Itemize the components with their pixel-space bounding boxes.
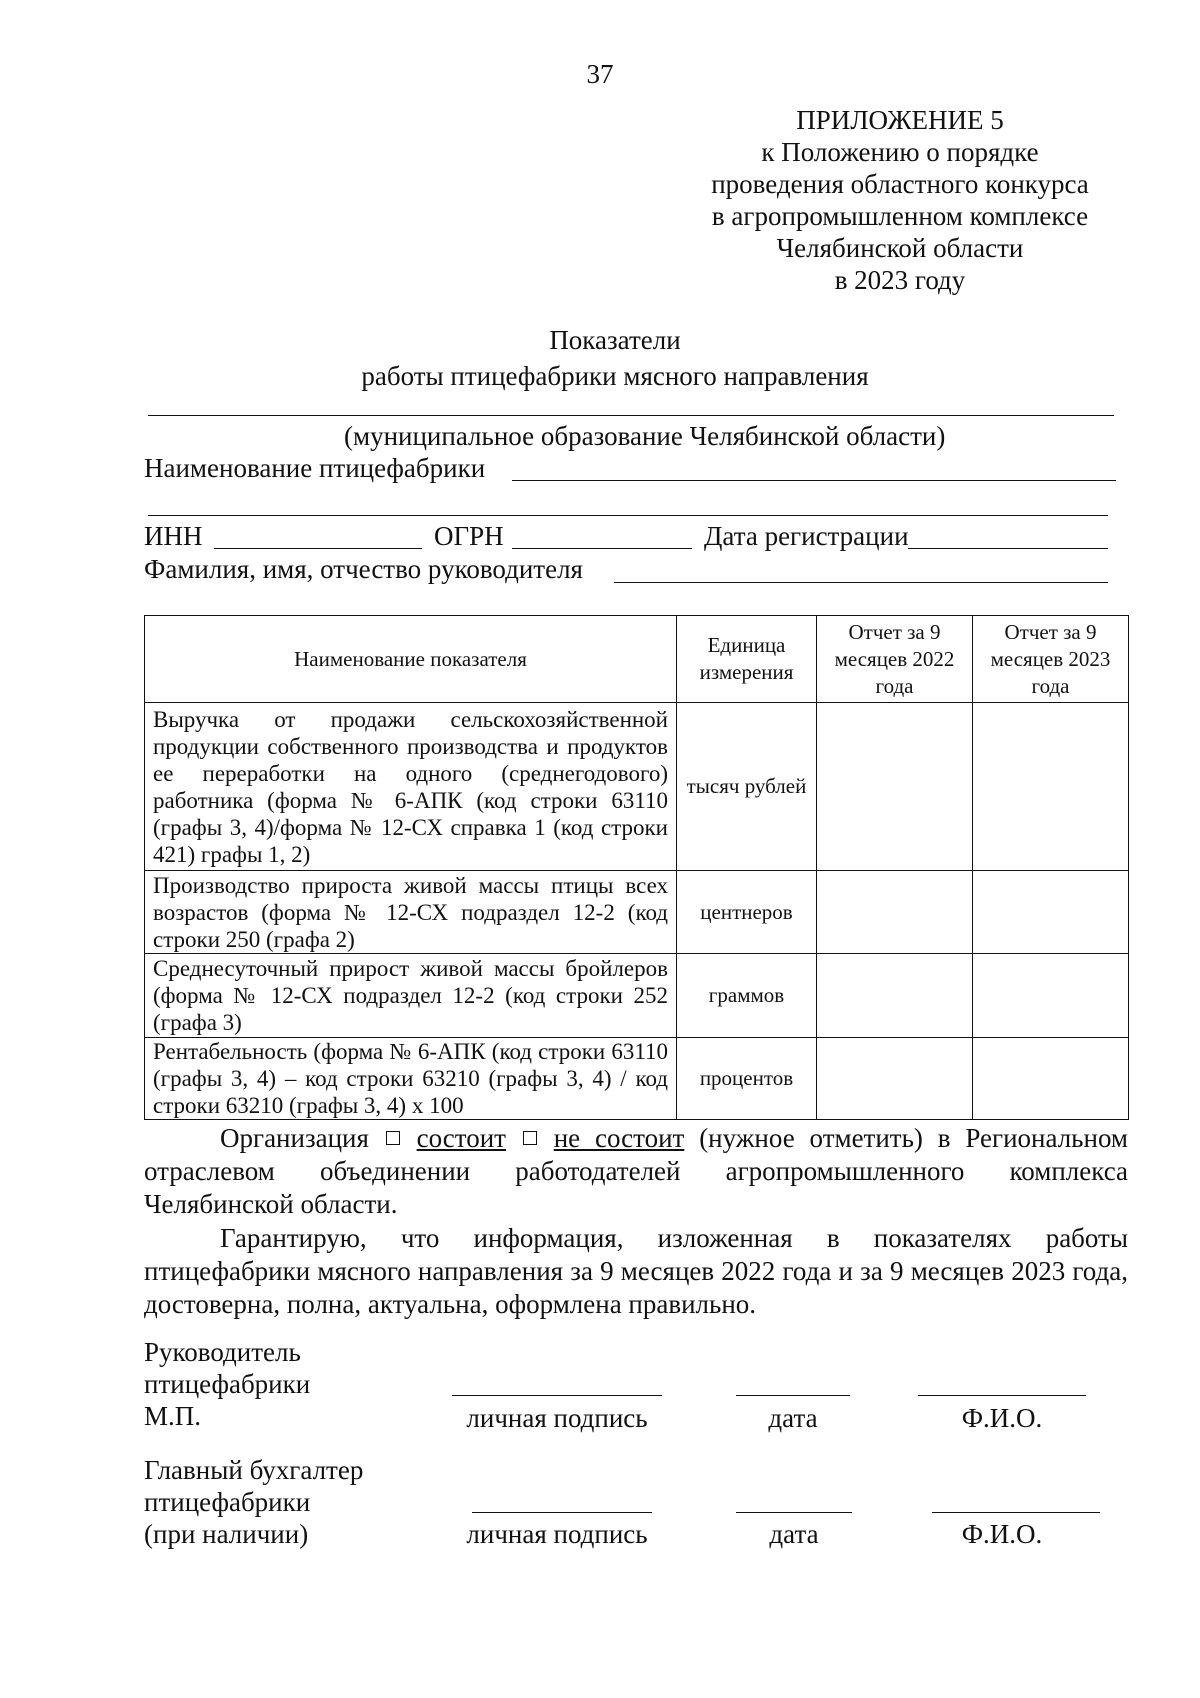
checkbox-not-member[interactable] xyxy=(523,1131,537,1145)
indicator-name-cell: Производство прироста живой массы птицы всех возрастов (форма № 12-СХ подраздел 12-2 (код строки 250 (графа 2) xyxy=(145,871,677,954)
header-report-2023: Отчет за 9 месяцев 2023 года xyxy=(973,616,1129,703)
document-title xyxy=(300,322,930,394)
head-fio-caption: Ф.И.О. xyxy=(961,1403,1043,1433)
unit-cell: граммов xyxy=(677,954,817,1038)
head-date-line[interactable] xyxy=(736,1395,850,1396)
annex-line: Челябинской области xyxy=(776,233,1024,263)
head-title-line-1: Руководитель xyxy=(144,1337,301,1367)
value-2023-cell[interactable] xyxy=(973,1038,1129,1120)
head-signature-block xyxy=(144,1336,310,1432)
value-2022-cell[interactable] xyxy=(817,954,973,1038)
registration-date-fill-line[interactable] xyxy=(908,548,1108,549)
option-member-label: состоит xyxy=(416,1123,506,1153)
inn-fill-line[interactable] xyxy=(214,548,422,549)
guarantee-paragraph: Гарантирую, что информация, изложенная в показателях работы птицефабрики мясного направления за 9 месяцев 2022 года и за 9 месяцев 2023 года, достоверна, полна, актуальна, оформлена правильно. xyxy=(144,1223,1128,1319)
head-date-caption: дата xyxy=(768,1403,818,1433)
accountant-title-line-2: птицефабрики xyxy=(144,1487,311,1517)
annex-line: в агропромышленном комплексе xyxy=(711,201,1089,231)
municipality-caption: (муниципальное образование Челябинской области) xyxy=(344,421,946,451)
annex-header xyxy=(680,104,1120,296)
indicators-table xyxy=(144,615,1129,1120)
indicator-name-cell: Рентабельность (форма № 6-АПК (код строки 63110 (графы 3, 4) – код строки 63210 (графы 3, 4) / код строки 63210 (графы 3, 4) х 100 xyxy=(145,1038,677,1120)
annex-line: проведения областного конкурса xyxy=(711,169,1089,199)
factory-name-fill-line[interactable] xyxy=(512,480,1116,481)
inn-label: ИНН xyxy=(144,521,203,551)
head-signature-line[interactable] xyxy=(452,1395,662,1396)
head-title-line-2: птицефабрики xyxy=(144,1369,311,1399)
annex-title: ПРИЛОЖЕНИЕ 5 xyxy=(796,105,1004,135)
accountant-signature-line[interactable] xyxy=(472,1512,652,1513)
value-2022-cell[interactable] xyxy=(817,871,973,954)
annex-line: в 2023 году xyxy=(834,265,966,295)
head-name-label: Фамилия, имя, отчество руководителя xyxy=(144,554,583,584)
accountant-date-caption: дата xyxy=(769,1519,819,1549)
option-not-member-label: не состоит xyxy=(553,1123,685,1153)
ogrn-fill-line[interactable] xyxy=(512,548,692,549)
value-2023-cell[interactable] xyxy=(973,954,1129,1038)
indicator-name-cell: Среднесуточный прирост живой массы бройлеров (форма № 12-СХ подраздел 12-2 (код строки 252 (графа 3) xyxy=(145,954,677,1038)
accountant-note: (при наличии) xyxy=(144,1519,309,1549)
indicator-name-cell: Выручка от продажи сельскохозяйственной продукции собственного производства и продуктов ее переработки на одного (среднегодового) работника (форма № 6-АПК (код строки 63110 (графы 3, 4)/форма № 12-СХ справка 1 (код строки 421) графы 1, 2) xyxy=(145,703,677,871)
page-number: 37 xyxy=(586,59,614,89)
title-line-1: Показатели xyxy=(549,325,681,355)
table-row xyxy=(145,1038,1129,1120)
value-2023-cell[interactable] xyxy=(973,871,1129,954)
head-signature-caption: личная подпись xyxy=(466,1403,648,1433)
factory-name-fill-line-2[interactable] xyxy=(148,515,1108,516)
table-row xyxy=(145,703,1129,871)
accountant-signature-block xyxy=(144,1454,363,1550)
value-2023-cell[interactable] xyxy=(973,703,1129,871)
membership-rest: (нужное отметить) в Региональном отраслевом объединении работодателей агропромышленного комплекса Челябинской области. xyxy=(144,1123,1129,1219)
table-header-row xyxy=(145,616,1129,703)
header-indicator-name: Наименование показателя xyxy=(145,616,677,703)
accountant-fio-line[interactable] xyxy=(932,1512,1100,1513)
table-row xyxy=(145,871,1129,954)
membership-paragraph xyxy=(144,1122,1128,1221)
ogrn-label: ОГРН xyxy=(434,521,504,551)
checkbox-member[interactable] xyxy=(386,1131,400,1145)
annex-line: к Положению о порядке xyxy=(761,137,1039,167)
accountant-date-line[interactable] xyxy=(736,1512,852,1513)
value-2022-cell[interactable] xyxy=(817,703,973,871)
value-2022-cell[interactable] xyxy=(817,1038,973,1120)
head-fio-line[interactable] xyxy=(918,1395,1086,1396)
title-line-2: работы птицефабрики мясного направления xyxy=(361,361,869,391)
head-name-fill-line[interactable] xyxy=(614,582,1108,583)
header-report-2022: Отчет за 9 месяцев 2022 года xyxy=(817,616,973,703)
registration-date-label: Дата регистрации xyxy=(704,521,909,551)
table-row xyxy=(145,954,1129,1038)
header-unit: Единица измерения xyxy=(677,616,817,703)
unit-cell: процентов xyxy=(677,1038,817,1120)
accountant-title-line-1: Главный бухгалтер xyxy=(144,1455,364,1485)
membership-lead: Организация xyxy=(220,1123,369,1153)
municipality-fill-line[interactable] xyxy=(148,415,1114,416)
stamp-place-label: М.П. xyxy=(144,1401,202,1431)
unit-cell: центнеров xyxy=(677,871,817,954)
accountant-signature-caption: личная подпись xyxy=(466,1519,648,1549)
unit-cell: тысяч рублей xyxy=(677,703,817,871)
factory-name-label: Наименование птицефабрики xyxy=(144,453,486,483)
accountant-fio-caption: Ф.И.О. xyxy=(961,1519,1043,1549)
